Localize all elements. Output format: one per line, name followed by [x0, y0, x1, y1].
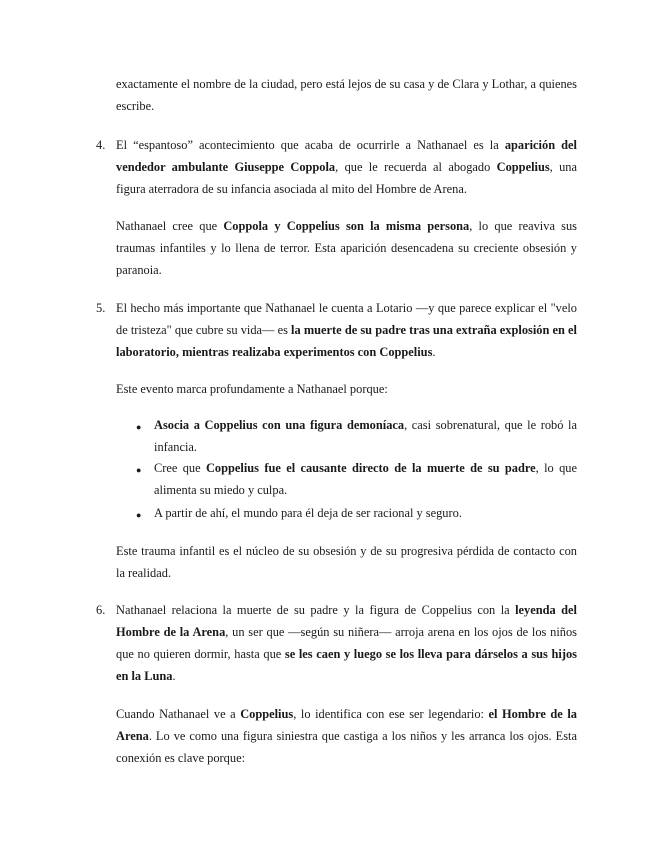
item-5-intro: Este evento marca profundamente a Nathanael porque: — [116, 382, 388, 396]
item-4-paragraph: El “espantoso” acontecimiento que acaba de ocurrirle a Nathanael es la aparición del vendedor ambulante Giuseppe Coppola, que le recuerda al abogado Coppelius, una figura aterradora de su infancia asociada al mito del Hombre de Arena. — [116, 138, 577, 196]
bullet-icon: ● — [136, 465, 142, 475]
continuation-paragraph: exactamente el nombre de la ciudad, pero está lejos de su casa y de Clara y Lothar, a quienes escribe. — [116, 77, 577, 113]
bullet-item-1: Asocia a Coppelius con una figura demoníaca, casi sobrenatural, que le robó la infancia. — [154, 418, 577, 454]
bullet-icon: ● — [136, 422, 142, 432]
item-4-followup-paragraph: Nathanael cree que Coppola y Coppelius son la misma persona, lo que reaviva sus traumas infantiles y lo llena de terror. Esta aparición desencadena su creciente obsesión y paranoia. — [116, 219, 577, 277]
item-5-outro: Este trauma infantil es el núcleo de su obsesión y de su progresiva pérdida de contacto con la realidad. — [116, 544, 577, 580]
item-6-paragraph: Nathanael relaciona la muerte de su padre y la figura de Coppelius con la leyenda del Hombre de la Arena, un ser que —según su niñera— arroja arena en los ojos de los niños que no quieren dormir, hasta que se les caen y luego se los lleva para dárselos a sus hijos en la Luna. — [116, 603, 577, 683]
item-5-paragraph: El hecho más importante que Nathanael le cuenta a Lotario —y que parece explicar el "velo de tristeza" que cubre su vida— es la muerte de su padre tras una extraña explosión en el laboratorio, mientras realizaba experimentos con Coppelius. — [116, 301, 577, 359]
list-number-5: 5. — [96, 301, 106, 315]
bullet-item-3: A partir de ahí, el mundo para él deja de ser racional y seguro. — [154, 506, 462, 520]
list-number-4: 4. — [96, 138, 106, 152]
bullet-item-2: Cree que Coppelius fue el causante directo de la muerte de su padre, lo que alimenta su miedo y culpa. — [154, 461, 577, 497]
bullet-icon: ● — [136, 510, 142, 520]
item-6-followup-paragraph: Cuando Nathanael ve a Coppelius, lo identifica con ese ser legendario: el Hombre de la Arena. Lo ve como una figura siniestra que castiga a los niños y les arranca los ojos. Esta conexión es clave porque: — [116, 707, 577, 765]
list-number-6: 6. — [96, 603, 106, 617]
